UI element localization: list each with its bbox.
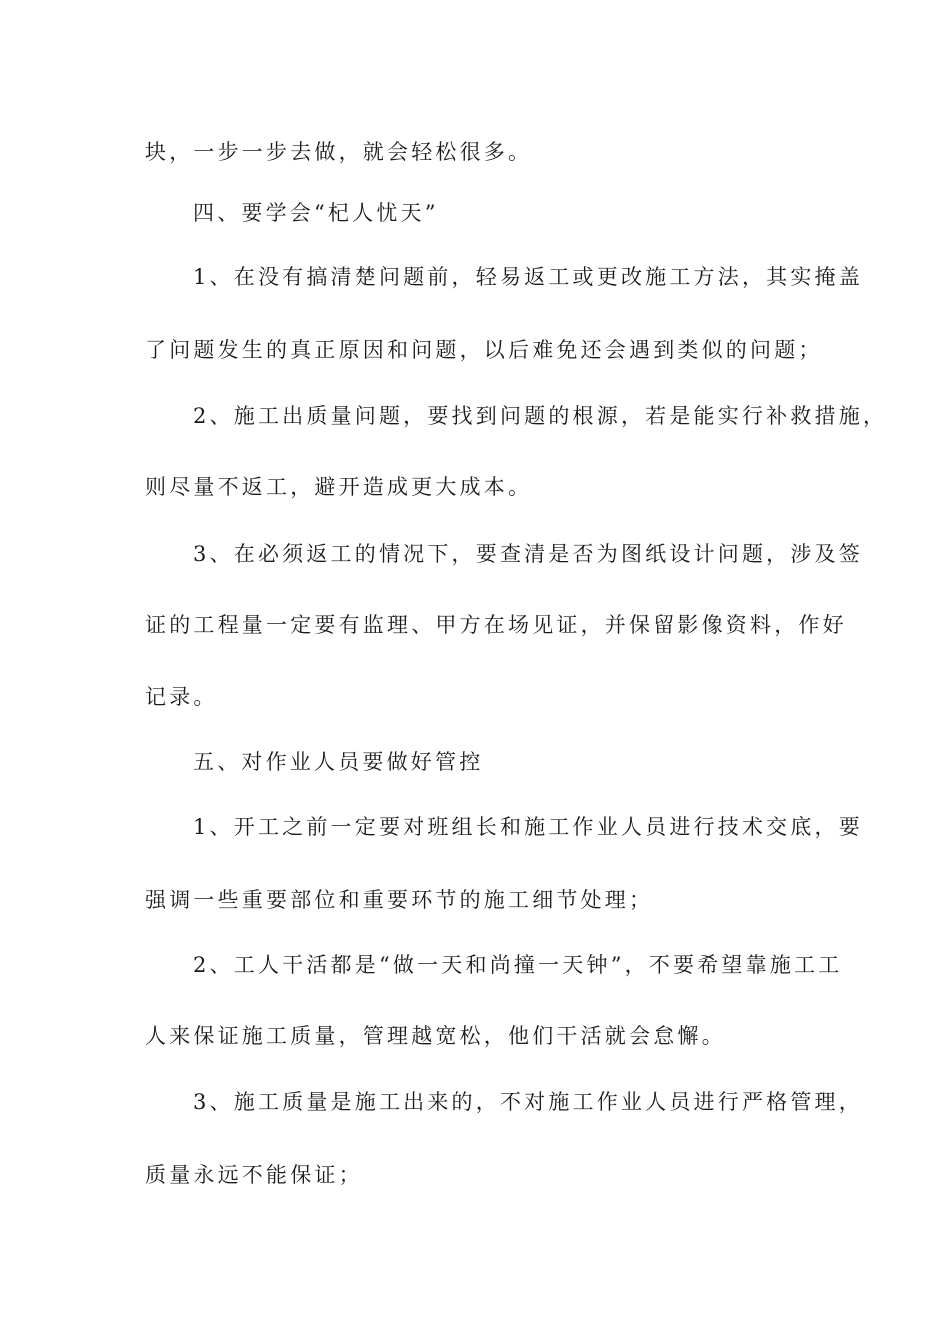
text-line-12: 强调一些重要部位和重要环节的施工细节处理； xyxy=(145,888,654,912)
text-line-7: 3、在必须返工的情况下，要查清是否为图纸设计问题，涉及签 xyxy=(193,542,863,566)
text-line-5: 2、施工出质量问题，要找到问题的根源，若是能实行补救措施， xyxy=(193,404,888,428)
text-line-6: 则尽量不返工，避开造成更大成本。 xyxy=(145,475,533,499)
text-line-8: 证的工程量一定要有监理、甲方在场见证，并保留影像资料，作好 xyxy=(145,613,847,637)
section-heading-5: 五、对作业人员要做好管控 xyxy=(193,750,484,774)
text-line-3: 1、在没有搞清楚问题前，轻易返工或更改施工方法，其实掩盖 xyxy=(193,265,863,289)
text-line-15: 3、施工质量是施工出来的，不对施工作业人员进行严格管理， xyxy=(193,1090,863,1114)
text-line-14: 人来保证施工质量，管理越宽松，他们干活就会怠懈。 xyxy=(145,1024,726,1048)
text-line-1: 块，一步一步去做，就会轻松很多。 xyxy=(145,140,533,164)
text-line-4: 了问题发生的真正原因和问题，以后难免还会遇到类似的问题； xyxy=(145,338,823,362)
text-line-11: 1、开工之前一定要对班组长和施工作业人员进行技术交底，要 xyxy=(193,815,863,839)
text-line-16: 质量永远不能保证； xyxy=(145,1163,363,1187)
text-line-13: 2、工人干活都是“做一天和尚撞一天钟”，不要希望靠施工工 xyxy=(193,953,843,977)
section-heading-4: 四、要学会“杞人忧天” xyxy=(193,201,439,225)
text-line-9: 记录。 xyxy=(145,685,218,709)
